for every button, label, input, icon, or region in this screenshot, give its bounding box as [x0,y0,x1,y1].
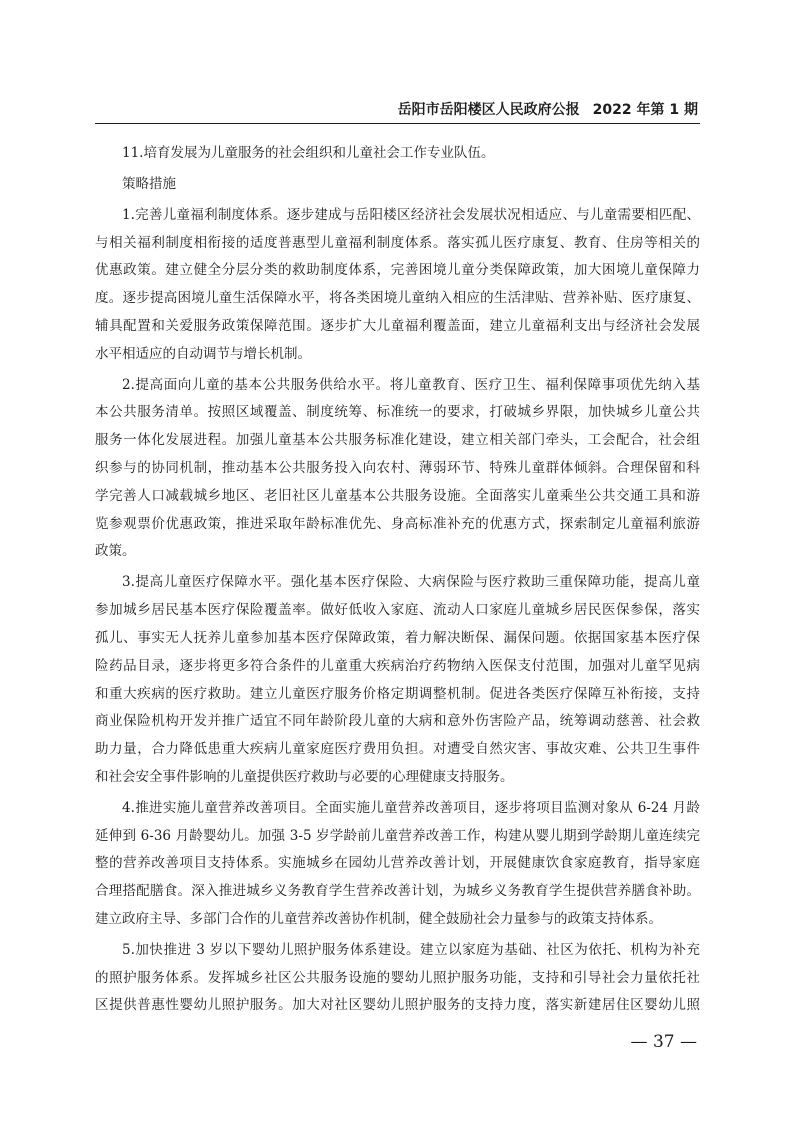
section-heading-text: 策略措施 [122,175,176,192]
paragraph-line: 本公共服务清单。按照区域覆盖、制度统筹、标准统一的要求，打破城乡界限，加快城乡儿童公共 [95,404,700,421]
paragraph-line: 与相关福利制度相衔接的适度普惠型儿童福利制度体系。落实孤儿医疗康复、教育、住房等相关的 [95,234,700,251]
running-header [95,100,698,120]
paragraph-line: 合理搭配膳食。深入推进城乡义务教育学生营养改善计划，为城乡义务教育学生提供营养膳食补助。 [95,883,700,900]
gazette-title: 岳阳市岳阳楼区人民政府公报 [397,102,580,118]
paragraph-line: 3.提高儿童医疗保障水平。强化基本医疗保险、大病保险与医疗救助三重保障功能，提高儿童 [122,574,700,591]
paragraph-line: 辅具配置和关爱服务政策保障范围。逐步扩大儿童福利覆盖面，建立儿童福利支出与经济社会发展 [95,317,700,334]
paragraph-line: 政策。 [95,543,136,560]
paragraph-line: 览参观票价优惠政策，推进采取年龄标准优先、身高标准补充的优惠方式，探索制定儿童福利旅游 [95,515,700,532]
paragraph-line: 服务一体化发展进程。加强儿童基本公共服务标准化建设，建立相关部门牵头，工会配合，社会组 [95,432,700,449]
paragraph-line: 孤儿、事实无人抚养儿童参加基本医疗保障政策，着力解决断保、漏保问题。依据国家基本医疗保 [95,629,700,646]
section-heading [95,171,700,199]
paragraph-line: 度。逐步提高困境儿童生活保障水平，将各类困境儿童纳入相应的生活津贴、营养补贴、医疗康复、 [95,290,700,307]
measure-5-infant-care-services [95,937,700,1020]
paragraph-line: 延伸到 6-36 月龄婴幼儿。加强 3-5 岁学龄前儿童营养改善工作，构建从婴儿期到学龄期儿童连续完 [95,827,700,844]
paragraph-line: 区提供普惠性婴幼儿照护服务。加大对社区婴幼儿照护服务的支持力度，落实新建居住区婴幼儿照 [95,997,700,1014]
paragraph-line: 商业保险机构开发并推广适宜不同年龄阶段儿童的大病和意外伤害险产品，统筹调动慈善、社会救 [95,713,700,730]
paragraph-line: 和社会安全事件影响的儿童提供医疗救助与必要的心理健康支持服务。 [95,768,514,785]
paragraph-line: 学完善人口减载城乡地区、老旧社区儿童基本公共服务设施。全面落实儿童乘坐公共交通工具和游 [95,487,700,504]
paragraph-line: 建立政府主导、多部门合作的儿童营养改善协作机制，健全鼓励社会力量参与的政策支持体系。 [95,910,662,927]
measure-1-child-welfare-system [95,202,700,369]
paragraph-line: 4.推进实施儿童营养改善项目。全面实施儿童营养改善项目，逐步将项目监测对象从 6-24 月龄 [122,799,700,816]
measure-2-basic-public-services [95,372,700,567]
measure-4-nutrition-improvement [95,795,700,934]
paragraph-line: 1.完善儿童福利制度体系。逐步建成与岳阳楼区经济社会发展状况相适应、与儿童需要相匹配、 [122,206,700,223]
paragraph-line: 水平相适应的自动调节与增长机制。 [95,345,311,362]
paragraph-line: 织参与的协同机制，推动基本公共服务投入向农村、薄弱环节、特殊儿童群体倾斜。合理保留和科 [95,460,700,477]
issue-number: 2022 年第 1 期 [592,102,698,118]
paragraph-line: 的照护服务体系。发挥城乡社区公共服务设施的婴幼儿照护服务功能，支持和引导社会力量依托社 [95,969,700,986]
paragraph-line: 险药品目录，逐步将更多符合条件的儿童重大疾病治疗药物纳入医保支付范围，加强对儿童罕见病 [95,657,700,674]
item-11-text: 11.培育发展为儿童服务的社会组织和儿童社会工作专业队伍。 [122,145,495,161]
item-11 [95,140,700,168]
paragraph-line: 和重大疾病的医疗救助。建立儿童医疗服务价格定期调整机制。促进各类医疗保障互补衔接，支持 [95,685,700,702]
paragraph-line: 助力量，合力降低患重大疾病儿童家庭医疗费用负担。对遭受自然灾害、事故灾难、公共卫生事件 [95,741,700,758]
header-rule [95,123,700,124]
paragraph-line: 5.加快推进 3 岁以下婴幼儿照护服务体系建设。建立以家庭为基础、社区为依托、机构为补充 [122,941,700,958]
page-body [95,140,700,1023]
paragraph-line: 参加城乡居民基本医疗保险覆盖率。做好低收入家庭、流动人口家庭儿童城乡居民医保参保，落实 [95,602,700,619]
page-number: — 37 — [630,1032,697,1052]
paragraph-line: 优惠政策。建立健全分层分类的救助制度体系，完善困境儿童分类保障政策，加大困境儿童保障力 [95,262,700,279]
paragraph-line: 2.提高面向儿童的基本公共服务供给水平。将儿童教育、医疗卫生、福利保障事项优先纳入基 [122,376,700,393]
measure-3-medical-security [95,569,700,791]
paragraph-line: 整的营养改善项目支持体系。实施城乡在园幼儿营养改善计划，开展健康饮食家庭教育，指导家庭 [95,855,700,872]
